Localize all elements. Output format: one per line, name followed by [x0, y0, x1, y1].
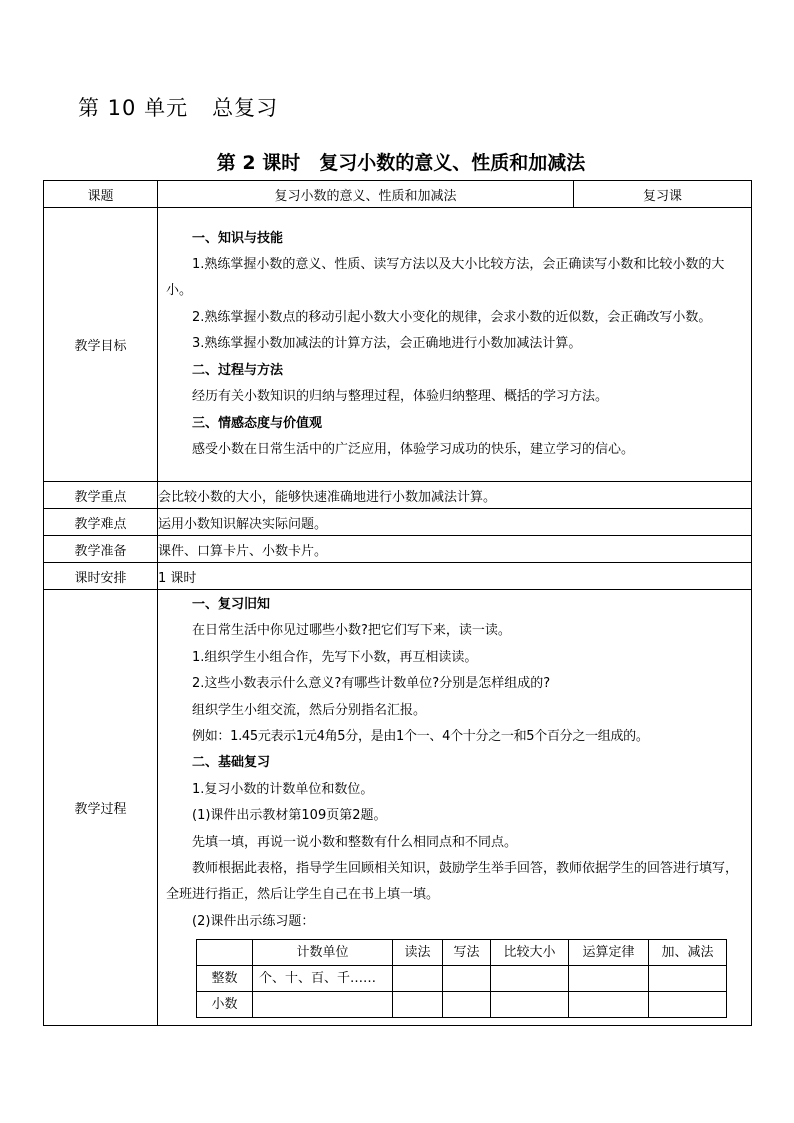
exercise-cell	[569, 992, 649, 1018]
unit-number: 第 10 单元	[78, 96, 189, 120]
schedule-text: 1 课时	[158, 563, 752, 590]
objective-4: 经历有关小数知识的归纳与整理过程，体验归纳整理、概括的学习方法。	[192, 389, 609, 405]
process-cell	[158, 590, 752, 1026]
key-point-label: 教学重点	[44, 482, 158, 509]
lesson-title: 第 2 课时 复习小数的意义、性质和加减法	[216, 152, 586, 174]
process-para-7: (1)课件出示教材第109页第2题。	[192, 808, 387, 824]
key-point-text: 会比较小数的大小，能够快速准确地进行小数加减法计算。	[158, 482, 752, 509]
exercise-cell	[393, 992, 443, 1018]
unit-heading	[78, 92, 278, 122]
objective-2: 2.熟练掌握小数点的移动引起小数大小变化的规律，会求小数的近似数，会正确改写小数。	[192, 309, 712, 325]
process-para-2: 1.组织学生小组合作，先写下小数，再互相读读。	[192, 649, 478, 665]
objectives-heading-2: 二、过程与方法	[192, 362, 284, 378]
exercise-cell	[491, 966, 569, 992]
objective-3: 3.熟练掌握小数加减法的计算方法，会正确地进行小数加减法计算。	[192, 336, 582, 352]
exercise-row	[197, 966, 727, 992]
lesson-plan-table	[43, 180, 752, 1026]
process-para-1: 在日常生活中你见过哪些小数?把它们写下来，读一读。	[192, 623, 511, 639]
exercise-cell	[491, 992, 569, 1018]
process-para-6: 1.复习小数的计数单位和数位。	[192, 781, 374, 797]
exercise-cell: 个、十、百、千……	[253, 966, 393, 992]
exercise-row-name: 整数	[197, 966, 253, 992]
exercise-cell	[569, 966, 649, 992]
lesson-type: 复习课	[574, 181, 752, 208]
objectives-heading-1: 一、知识与技能	[192, 230, 284, 246]
objectives-cell	[158, 208, 752, 482]
exercise-cell	[649, 992, 727, 1018]
exercise-row-name: 小数	[197, 992, 253, 1018]
exercise-cell	[253, 992, 393, 1018]
objective-1: 1.熟练掌握小数的意义、性质、读写方法以及大小比较方法，会正确读写小数和比较小数的大小。	[166, 257, 725, 299]
process-para-8: 先填一填，再说一说小数和整数有什么相同点和不同点。	[192, 834, 518, 850]
exercise-header: 写法	[443, 940, 491, 966]
objectives-heading-3: 三、情感态度与价值观	[192, 415, 323, 431]
preparation-label: 教学准备	[44, 536, 158, 563]
exercise-row	[197, 992, 727, 1018]
topic-label: 课题	[44, 181, 158, 208]
objectives-label: 教学目标	[44, 208, 158, 482]
exercise-header: 读法	[393, 940, 443, 966]
process-heading-1: 一、复习旧知	[192, 597, 271, 612]
difficulty-label: 教学难点	[44, 509, 158, 536]
exercise-header: 加、减法	[649, 940, 727, 966]
topic-title: 复习小数的意义、性质和加减法	[158, 181, 574, 208]
process-label: 教学过程	[44, 590, 158, 1026]
exercise-cell	[443, 992, 491, 1018]
exercise-header: 比较大小	[491, 940, 569, 966]
exercise-header: 运算定律	[569, 940, 649, 966]
exercise-header-row	[197, 940, 727, 966]
schedule-label: 课时安排	[44, 563, 158, 590]
process-para-3: 2.这些小数表示什么意义?有哪些计数单位?分别是怎样组成的?	[192, 676, 551, 692]
process-para-10: (2)课件出示练习题：	[192, 913, 315, 929]
exercise-table	[196, 939, 727, 1018]
process-heading-2: 二、基础复习	[192, 755, 271, 771]
exercise-cell	[393, 966, 443, 992]
difficulty-text: 运用小数知识解决实际问题。	[158, 509, 752, 536]
unit-name: 总复习	[212, 96, 279, 120]
process-para-5: 例如：1.45元表示1元4角5分，是由1个一、4个十分之一和5个百分之一组成的。	[192, 729, 649, 745]
exercise-cell	[649, 966, 727, 992]
exercise-cell	[443, 966, 491, 992]
exercise-header: 计数单位	[253, 940, 393, 966]
process-para-9: 教师根据此表格，指导学生回顾相关知识，鼓励学生举手回答，教师依据学生的回答进行填写，全班进行指正，然后让学生自己在书上填一填。	[166, 861, 739, 903]
objective-5: 感受小数在日常生活中的广泛应用，体验学习成功的快乐，建立学习的信心。	[192, 441, 635, 457]
process-para-4: 组织学生小组交流，然后分别指名汇报。	[192, 702, 427, 718]
exercise-header	[197, 940, 253, 966]
preparation-text: 课件、口算卡片、小数卡片。	[158, 536, 752, 563]
